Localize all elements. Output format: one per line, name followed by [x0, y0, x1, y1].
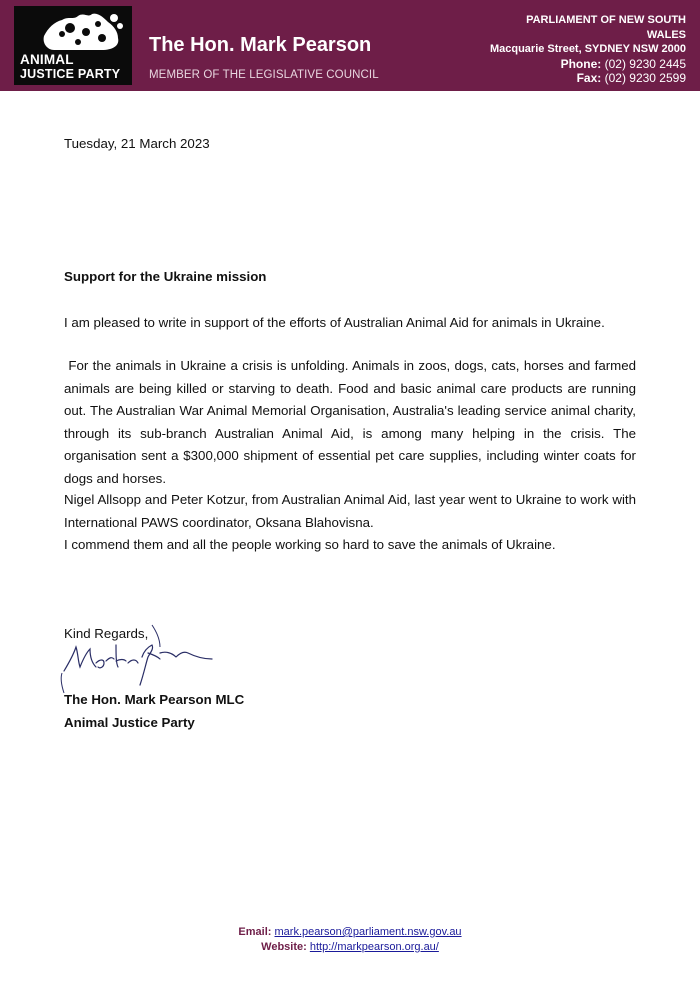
fax-line: [486, 71, 686, 86]
address-line-1: PARLIAMENT OF NEW SOUTH: [526, 14, 686, 26]
letter-subject: Support for the Ukraine mission: [64, 269, 267, 284]
letter-paragraph-1: I am pleased to write in support of the efforts of Australian Animal Aid for animals in Ukraine.: [64, 315, 605, 330]
fax-value: (02) 9230 2599: [604, 71, 686, 85]
address-line-2: WALES: [646, 28, 686, 41]
letter-closing: Kind Regards,: [64, 626, 149, 641]
email-label: Email:: [238, 926, 272, 938]
footer-email-line: [0, 925, 700, 940]
address-line-3: Macquarie Street, SYDNEY NSW 2000: [489, 43, 686, 55]
letter-paragraph-4: I commend them and all the people working so hard to save the animals of Ukraine.: [64, 537, 556, 552]
letter-paragraph-3: Nigel Allsopp and Peter Kotzur, from Australian Animal Aid, last year went to Ukraine to work with International PAWS coordinator, Oksana Blahovisna.: [64, 492, 636, 530]
letterhead: [0, 0, 700, 91]
signatory-party: Animal Justice Party: [64, 715, 195, 730]
email-link[interactable]: mark.pearson@parliament.nsw.gov.au: [274, 926, 462, 938]
member-role: MEMBER OF THE LEGISLATIVE COUNCIL: [149, 69, 379, 81]
logo-text-justice-party: JUSTICE PARTY: [20, 67, 121, 81]
letter-paragraph-2: For the animals in Ukraine a crisis is unfolding. Animals in zoos, dogs, cats, horses and farmed animals are being killed or starving to death. Food and basic animal care products are running out. The Australian War Animal Memorial Organisation, Australia's leading service animal charity, through its sub-branch Australian Animal Aid, is among many helping in the crisis. The organisation sent a $300,000 shipment of essential pet care supplies, including winter coats for dogs and horses.: [64, 358, 640, 486]
member-name: The Hon. Mark Pearson: [149, 34, 372, 56]
footer-website-line: [0, 940, 700, 955]
phone-line: [486, 57, 686, 72]
phone-value: (02) 9230 2445: [604, 56, 686, 71]
letter-date: Tuesday, 21 March 2023: [64, 136, 210, 151]
website-label: Website:: [261, 941, 307, 953]
phone-label: Phone:: [560, 56, 602, 71]
signatory-name: The Hon. Mark Pearson MLC: [64, 692, 245, 707]
letter-footer: [0, 925, 700, 955]
fax-label: Fax:: [576, 71, 602, 85]
animal-justice-party-logo: [14, 6, 132, 85]
contact-block: [486, 13, 686, 86]
website-link[interactable]: http://markpearson.org.au/: [309, 941, 439, 953]
logo-text-animal: ANIMAL: [20, 52, 74, 67]
